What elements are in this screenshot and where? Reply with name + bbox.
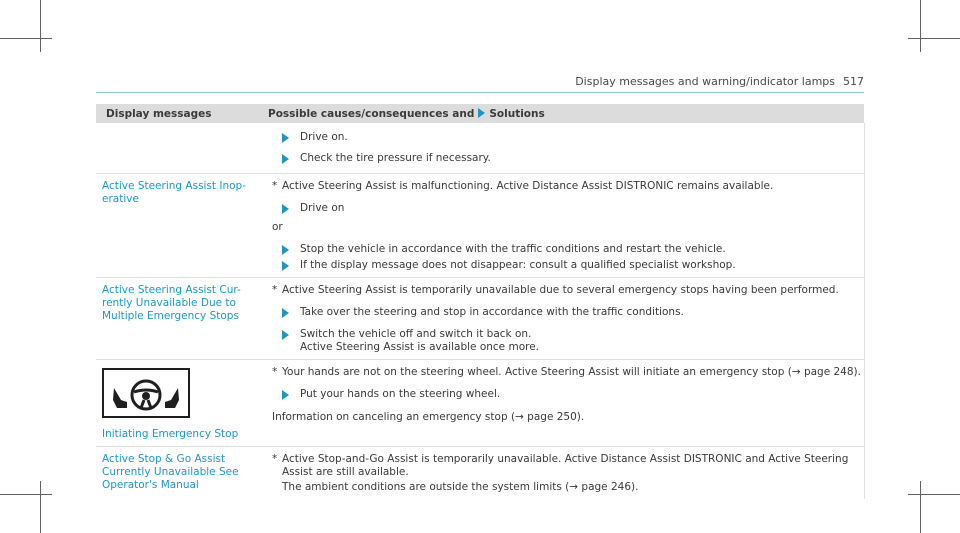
solution-step: Drive on <box>272 202 864 215</box>
solution-step: Take over the steering and stop in accordance with the traffic conditions. <box>272 306 864 319</box>
message-cell <box>96 123 258 174</box>
action-arrow-icon <box>282 330 289 340</box>
header-rule <box>96 92 864 93</box>
message-text: Initiating Emergency Stop <box>102 428 239 440</box>
action-arrow-icon <box>282 154 289 164</box>
action-arrow-icon <box>282 245 289 255</box>
table-row <box>96 123 864 174</box>
crop-mark <box>40 0 41 52</box>
message-cell <box>96 174 258 278</box>
crop-mark <box>920 481 921 533</box>
message-cell <box>96 447 258 500</box>
message-cell <box>96 360 258 447</box>
solution-cell <box>258 174 864 278</box>
solution-cell <box>258 278 864 360</box>
cause-text: * Your hands are not on the steering wheel. Active Steering Assist will initiate an emergency stop (→ page 248). <box>272 366 861 378</box>
or-text: or <box>272 221 283 233</box>
cause-text: * Active Steering Assist is malfunctioning. Active Distance Assist DISTRONIC remains available. <box>272 180 774 192</box>
action-arrow-icon <box>282 261 289 271</box>
table-row <box>96 360 864 447</box>
crop-mark <box>0 38 52 39</box>
solution-step: Switch the vehicle off and switch it back on. Active Steering Assist is available once more. <box>272 328 864 354</box>
solution-cell <box>258 447 864 500</box>
info-text: Information on canceling an emergency stop (→ page 250). <box>272 411 585 423</box>
cause-text: * Active Steering Assist is temporarily unavailable due to several emergency stops having been performed. <box>272 284 839 296</box>
table-row <box>96 174 864 278</box>
table-header-row <box>96 104 864 123</box>
solution-step: Check the tire pressure if necessary. <box>272 152 864 165</box>
display-messages-table <box>96 104 865 499</box>
table-row <box>96 278 864 360</box>
column-header-causes: Possible causes/consequences and Solutions <box>258 104 864 123</box>
action-arrow-icon <box>282 390 289 400</box>
solution-step: Put your hands on the steering wheel. <box>272 388 864 401</box>
action-arrow-icon <box>282 204 289 214</box>
action-arrow-icon <box>478 108 485 118</box>
crop-mark <box>908 494 960 495</box>
solution-step: Drive on. <box>272 131 864 144</box>
solution-step: Stop the vehicle in accordance with the traffic conditions and restart the vehicle. <box>272 243 864 256</box>
solution-cell <box>258 123 864 174</box>
solution-cell <box>258 360 864 447</box>
running-title: Display messages and warning/indicator lamps <box>575 75 835 88</box>
info-text: The ambient conditions are outside the system limits (→ page 246). <box>282 481 639 493</box>
message-text: Active Stop & Go Assist Currently Unavailable See Operator's Manual <box>102 453 239 491</box>
message-text: Active Steering Assist Cur-rently Unavailable Due to Multiple Emergency Stops <box>102 284 241 322</box>
message-text: Active Steering Assist Inop-erative <box>102 180 247 205</box>
message-cell <box>96 278 258 360</box>
solution-step: If the display message does not disappear: consult a qualified specialist workshop. <box>272 259 864 272</box>
steering-wheel-hands-icon <box>102 368 190 418</box>
crop-mark <box>40 481 41 533</box>
running-head <box>575 75 864 88</box>
crop-mark <box>908 38 960 39</box>
crop-mark <box>0 494 52 495</box>
step-note: Active Steering Assist is available once more. <box>300 341 540 353</box>
cause-text: * Active Stop-and-Go Assist is temporarily unavailable. Active Distance Assist DISTRONIC and Active Steering Assist are still available. <box>272 453 849 478</box>
table-row <box>96 447 864 500</box>
page-number: 517 <box>843 75 864 88</box>
action-arrow-icon <box>282 133 289 143</box>
column-header-messages: Display messages <box>96 104 258 123</box>
action-arrow-icon <box>282 308 289 318</box>
crop-mark <box>920 0 921 52</box>
